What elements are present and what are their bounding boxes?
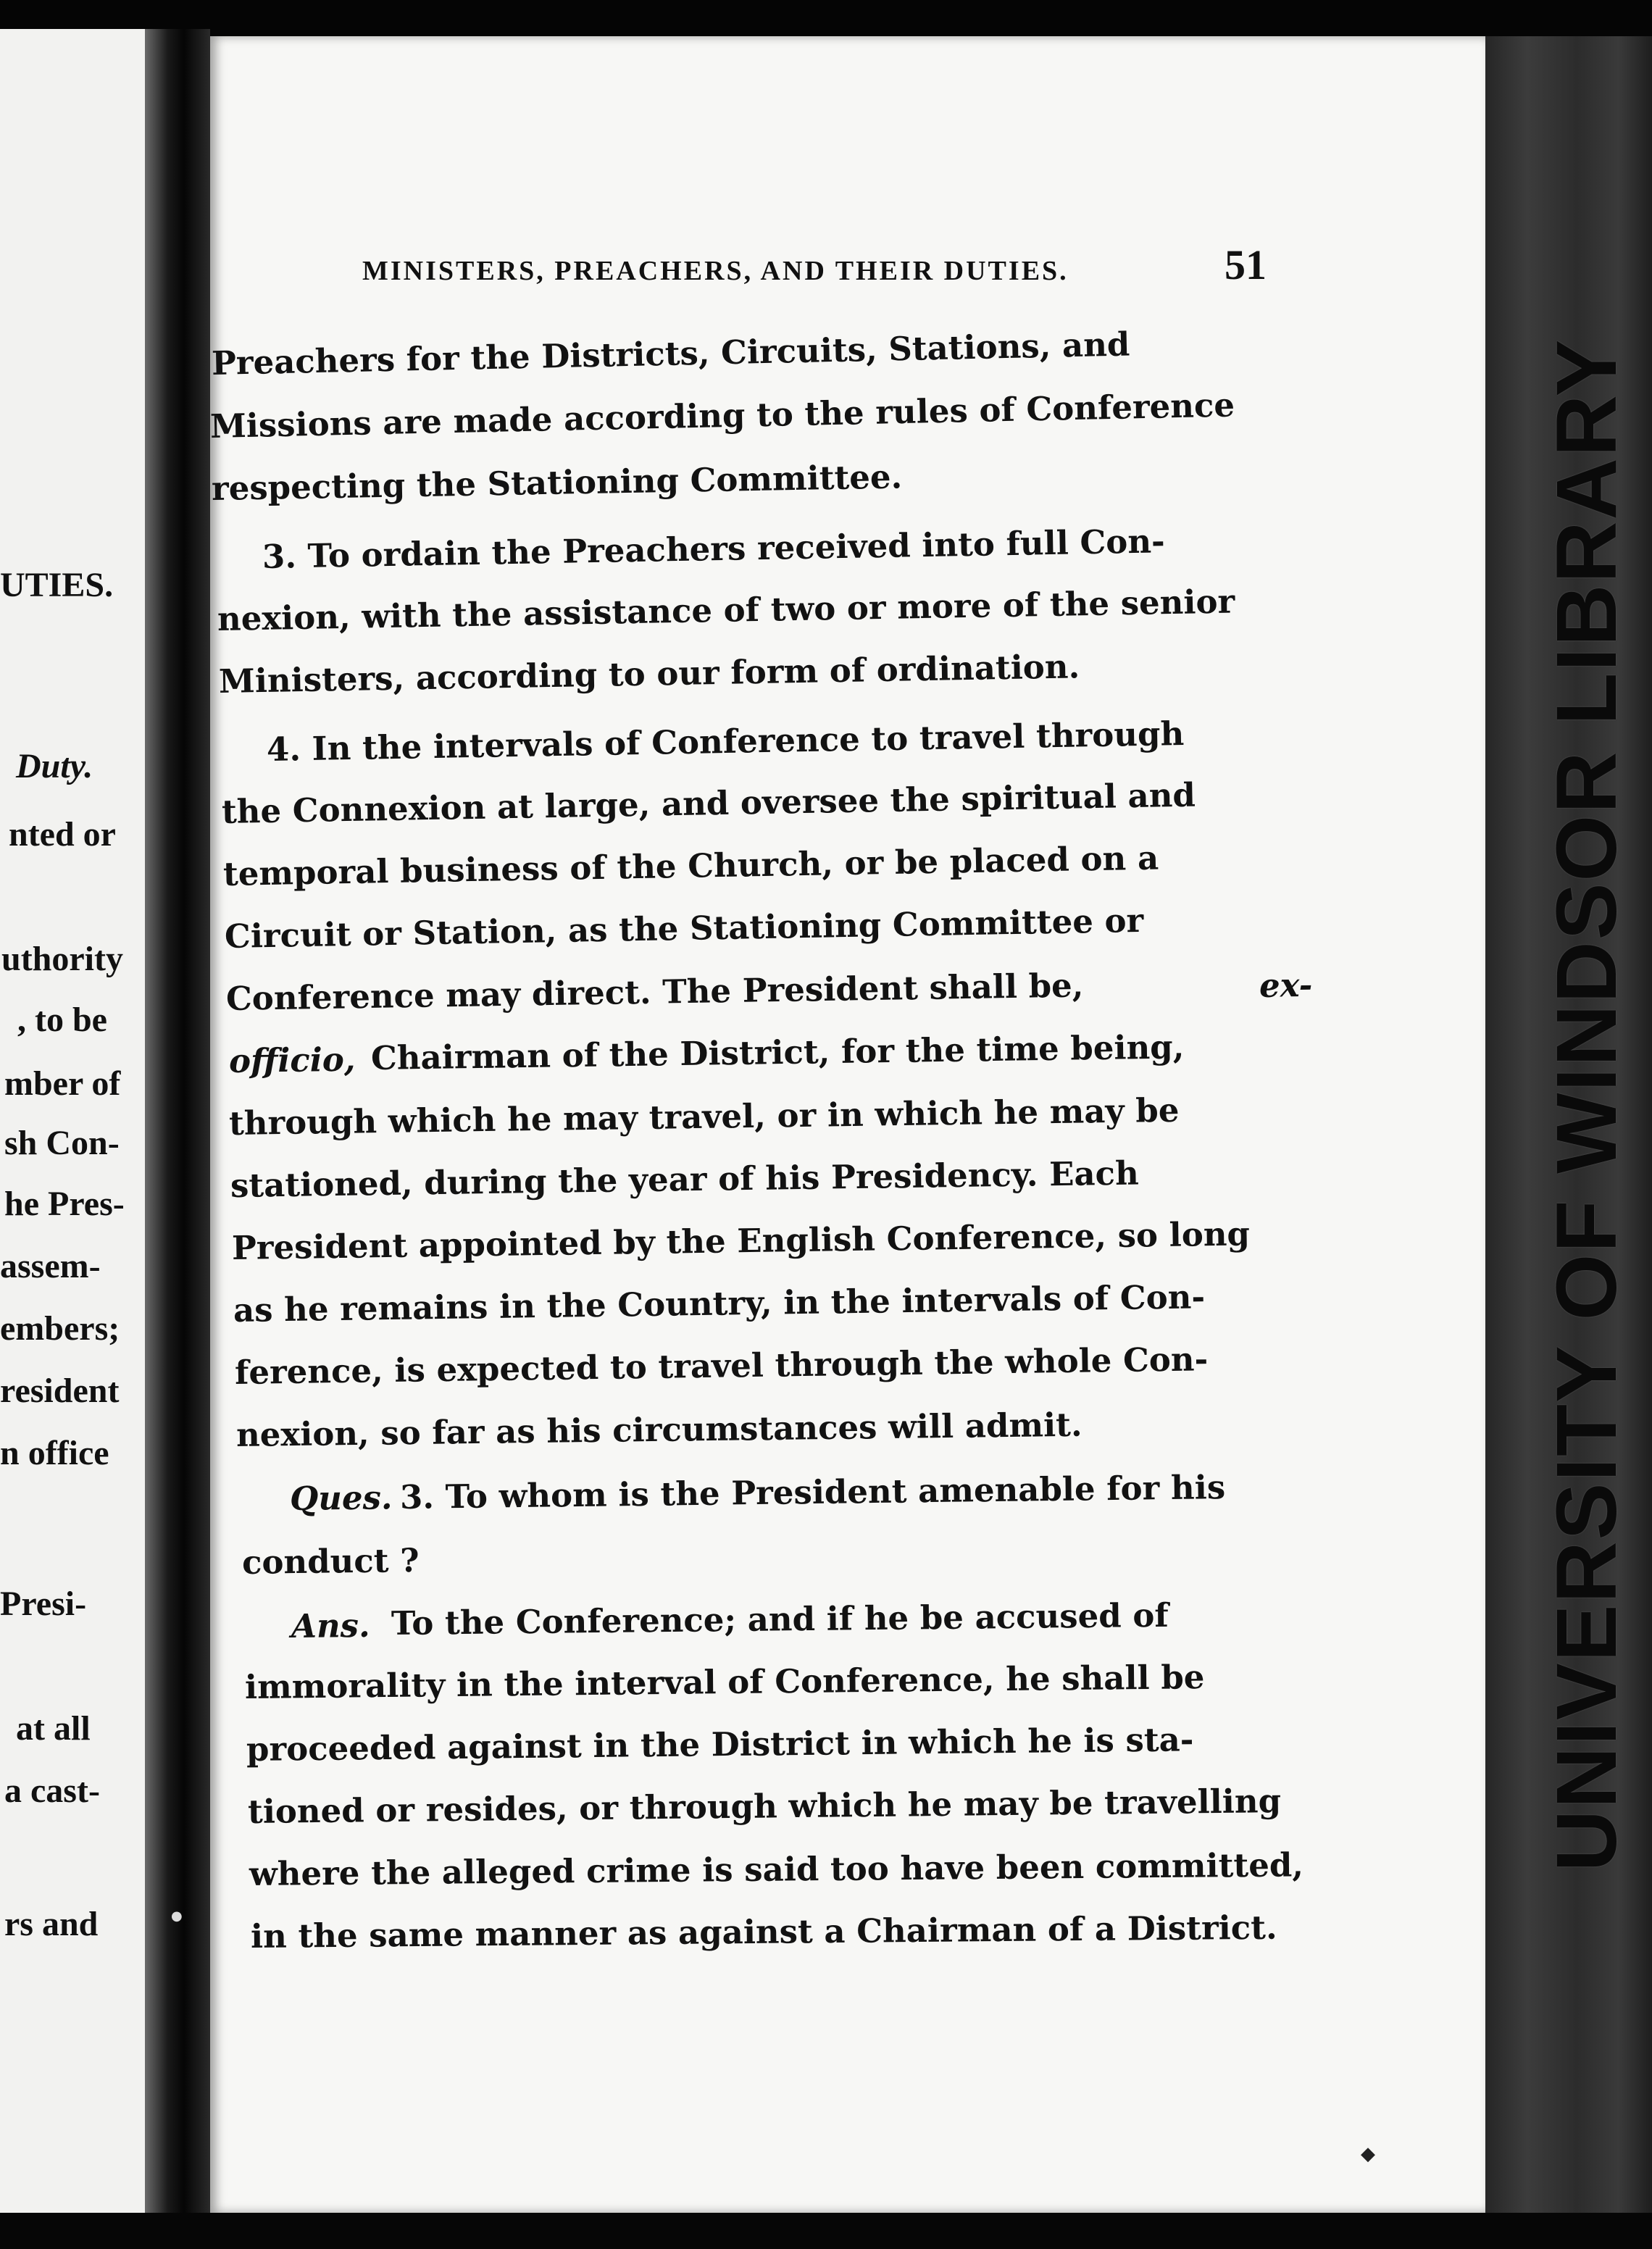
question-label: Ques. (289, 1478, 393, 1518)
text-line: temporal business of the Church, or be placed on a (222, 838, 1159, 893)
text-line: 3. To whom is the President amenable for his (399, 1468, 1226, 1516)
left-page-line: Duty. (16, 747, 93, 785)
text-line: nexion, so far as his circumstances will admit. (235, 1405, 1082, 1454)
page-number: 51 (1225, 241, 1267, 288)
text-line: Chairman of the District, for the time being, (370, 1027, 1185, 1077)
library-stamp: UNIVERSITY OF WINDSOR LIBRARY (1539, 338, 1635, 1872)
answer-label: Ans. (291, 1606, 370, 1645)
text-line: tioned or resides, or through which he may be travelling (247, 1782, 1282, 1831)
text-line: stationed, during the year of his Presidency. Each (230, 1153, 1140, 1205)
italic-word: ex- (1259, 965, 1313, 1005)
text-line: Missions are made according to the rules of Conference (209, 385, 1235, 446)
left-page-line: , to be (17, 1001, 107, 1039)
text-line: Circuit or Station, as the Stationing Committee or (224, 901, 1144, 956)
left-page-line: n office (0, 1434, 109, 1472)
left-page-line: rs and (4, 1905, 99, 1943)
italic-word: officio, (228, 1040, 356, 1080)
text-line: nexion, with the assistance of two or more of the senior (217, 582, 1235, 638)
top-scan-border (0, 0, 1652, 36)
text-line: 4. In the intervals of Conference to travel through (266, 714, 1185, 769)
text-line: respecting the Stationing Committee. (211, 457, 903, 508)
left-page-line: embers; (0, 1309, 120, 1348)
left-page-line: assem- (0, 1247, 101, 1285)
text-line: as he remains in the Country, in the intervals of Con- (233, 1277, 1206, 1330)
text-line: To the Conference; and if he be accused of (391, 1595, 1169, 1643)
left-page-line: uthority (1, 940, 123, 978)
left-page-line: at all (16, 1709, 91, 1748)
text-line: President appointed by the English Conference, so long (231, 1214, 1251, 1267)
text-line: Conference may direct. The President shall be, (225, 966, 1084, 1018)
left-page-line: Presi- (0, 1585, 87, 1623)
left-page-line: mber of (4, 1064, 121, 1103)
bottom-scan-border (0, 2213, 1652, 2249)
left-page-line: nted or (9, 815, 116, 854)
text-line: in the same manner as against a Chairman of a District. (250, 1908, 1277, 1956)
text-line: the Connexion at large, and oversee the spiritual and (221, 775, 1196, 831)
text-line: conduct ? (241, 1541, 420, 1582)
running-head: MINISTERS, PREACHERS, AND THEIR DUTIES. (362, 256, 1069, 286)
text-line: Preachers for the Districts, Circuits, Stations, and (211, 325, 1130, 383)
text-line: immorality in the interval of Conference, he shall be (244, 1658, 1205, 1706)
text-line: Ministers, according to our form of ordination. (218, 647, 1080, 701)
left-page-line: sh Con- (4, 1124, 120, 1162)
left-page-line: a cast- (4, 1772, 100, 1810)
ink-speck: ◆ (1361, 2143, 1375, 2165)
left-page-line: resident (0, 1372, 120, 1410)
text-line: ference, is expected to travel through the whole Con- (234, 1340, 1209, 1392)
ink-speck: ● (171, 1908, 183, 1924)
text-line: 3. To ordain the Preachers received into full Con- (262, 522, 1166, 576)
left-page-line: he Pres- (4, 1185, 125, 1223)
text-line: where the alleged crime is said too have been committed, (249, 1845, 1304, 1893)
left-page-line: UTIES. (0, 566, 114, 604)
text-line: through which he may travel, or in which he may be (228, 1090, 1180, 1143)
text-line: proceeded against in the District in which he is sta- (246, 1720, 1194, 1769)
